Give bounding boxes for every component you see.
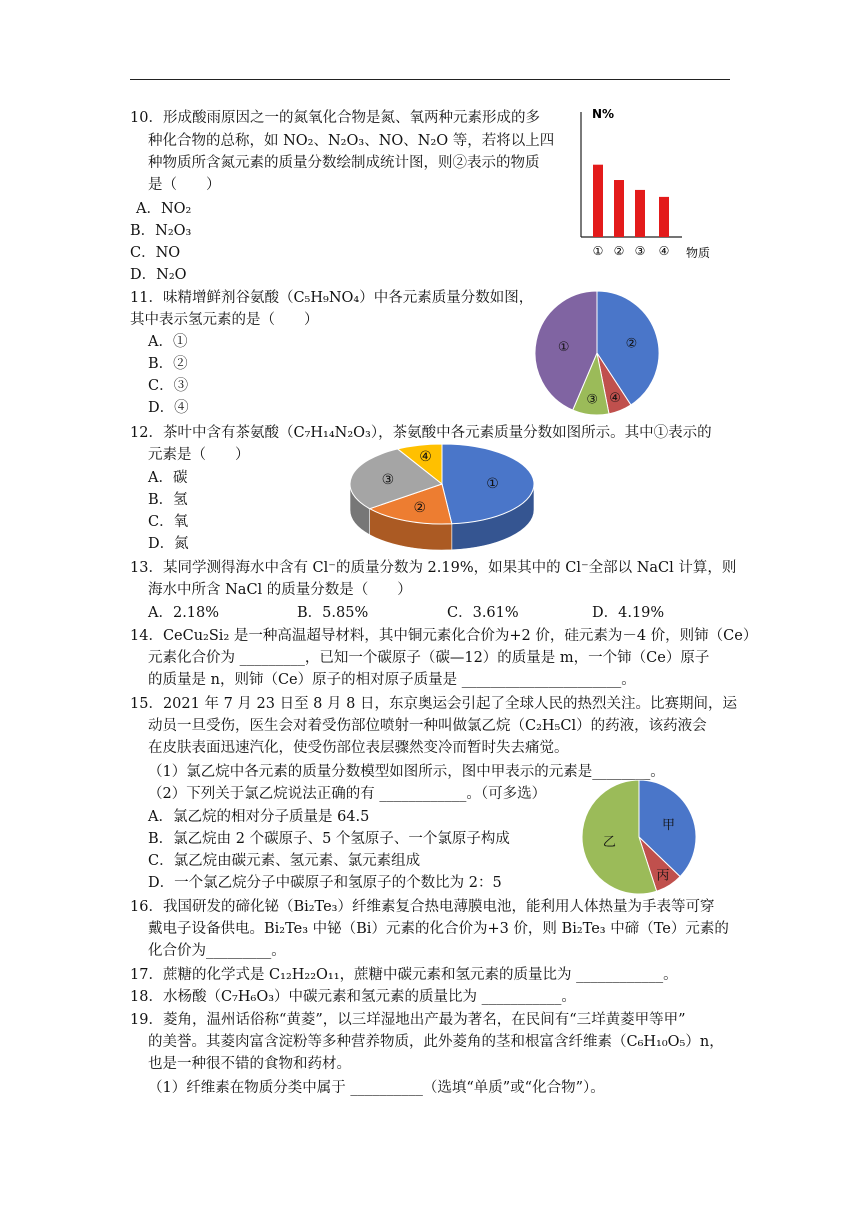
- chloroethane-pie-chart: [580, 778, 698, 896]
- q15-option-a: A．氯乙烷的相对分子质量是 64.5: [148, 809, 370, 825]
- glutamic-acid-pie-chart: [532, 288, 662, 418]
- bar-tick-label-3: ③: [634, 244, 646, 258]
- q15-option-b: B．氯乙烷由 2 个碳原子、5 个氢原子、一个氯原子构成: [148, 831, 510, 847]
- pie12-slice-label-2: ②: [413, 499, 427, 516]
- pie15-slice-label-2: 丙: [656, 868, 670, 884]
- q16-line-3: 化合价为_________。: [148, 943, 286, 959]
- header-rule: [130, 79, 730, 80]
- q15-option-d: D．一个氯乙烷分子中碳原子和氢原子的个数比为 2：5: [148, 875, 502, 891]
- pie11-slice-label-2: ④: [609, 391, 621, 407]
- q10-line-2: 种化合物的总称，如 NO₂、N₂O₃、NO、N₂O 等，若将以上四: [148, 133, 555, 149]
- bar-4: [659, 197, 669, 237]
- q11-option-a: A．①: [148, 334, 188, 350]
- pie12-slice-label-3: ③: [381, 472, 395, 489]
- q15-line-2: 动员一旦受伤，医生会对着受伤部位喷射一种叫做氯乙烷（C₂H₅Cl）的药液，该药液会: [148, 718, 707, 734]
- bar-tick-label-2: ②: [613, 244, 625, 258]
- pie11-slice-label-1: ②: [625, 336, 638, 352]
- q15-line-1: 15．2021 年 7 月 23 日至 8 月 8 日，东京奥运会引起了全球人民的热烈关注。比赛期间，运: [130, 696, 737, 712]
- q13-option-a: A．2.18%: [148, 605, 220, 621]
- pie11-slice-label-4: ①: [557, 339, 570, 355]
- q12-line-1: 12．茶叶中含有茶氨酸（C₇H₁₄N₂O₃），茶氨酸中各元素质量分数如图所示。其中①表示的: [130, 425, 712, 441]
- q10-option-c: C．NO: [130, 245, 181, 261]
- q11-option-c: C．③: [148, 378, 189, 394]
- q12-option-b: B．氢: [148, 492, 188, 508]
- bar-1: [593, 165, 603, 237]
- q10-option-d: D．N₂O: [130, 267, 187, 283]
- q19-line-1: 19．菱角，温州话俗称“黄菱”，以三垟湿地出产最为著名，在民间有“三垟黄菱甲等甲”: [130, 1012, 686, 1028]
- q19-line-4: （1）纤维素在物质分类中属于 __________（选填“单质”或“化合物”）。: [148, 1080, 605, 1096]
- pie12-slice-label-1: ①: [486, 475, 499, 492]
- q14-line-2: 元素化合价为 _________，已知一个碳原子（碳—12）的质量是 m，一个铈（Ce）原子: [148, 650, 710, 666]
- bar-xlabel: 物质: [686, 246, 711, 260]
- q12-option-d: D．氮: [148, 536, 189, 552]
- q10-option-b: B．N₂O₃: [130, 223, 192, 239]
- bar-2: [614, 180, 624, 237]
- q10-option-a: A．NO₂: [136, 201, 192, 217]
- q14-line-3: 的质量是 n，则铈（Ce）原子的相对原子质量是 ______________________。: [148, 672, 636, 688]
- q19-line-2: 的美誉。其菱肉富含淀粉等多种营养物质，此外菱角的茎和根富含纤维素（C₆H₁₀O₅）n，: [148, 1034, 724, 1050]
- q16-line-2: 戴电子设备供电。Bi₂Te₃ 中铋（Bi）元素的化合价为+3 价，则 Bi₂Te₃ 中碲（Te）元素的: [148, 921, 729, 937]
- q10-line-1: 10．形成酸雨原因之一的氮氧化合物是氮、氧两种元素形成的多: [130, 110, 540, 126]
- bar-3: [635, 190, 645, 237]
- q13-line-2: 海水中所含 NaCl 的质量分数是（ ）: [148, 582, 412, 598]
- q13-option-c: C．3.61%: [447, 605, 519, 621]
- q18-line: 18．水杨酸（C₇H₆O₃）中碳元素和氢元素的质量比为 ___________。: [130, 989, 576, 1005]
- nitrogen-bar-chart: [572, 104, 722, 266]
- q17-line: 17．蔗糖的化学式是 C₁₂H₂₂O₁₁，蔗糖中碳元素和氢元素的质量比为 ____________。: [130, 967, 678, 983]
- q11-line-1: 11．味精增鲜剂谷氨酸（C₅H₉NO₄）中各元素质量分数如图，: [130, 290, 534, 306]
- q13-line-1: 13．某同学测得海水中含有 Cl⁻的质量分数为 2.19%，如果其中的 Cl⁻全部以 NaCl 计算，则: [130, 560, 737, 576]
- q15-line-5: （2）下列关于氯乙烷说法正确的有 ____________。（可多选）: [148, 786, 547, 802]
- q15-line-4: （1）氯乙烷中各元素的质量分数模型如图所示，图中甲表示的元素是________。: [148, 764, 665, 780]
- q11-option-d: D．④: [148, 400, 189, 416]
- q12-line-2: 元素是（ ）: [148, 447, 250, 463]
- q15-option-c: C．氯乙烷由碳元素、氢元素、氯元素组成: [148, 853, 421, 869]
- q15-line-3: 在皮肤表面迅速汽化，使受伤部位表层骤然变冷而暂时失去痛觉。: [148, 740, 569, 756]
- bar-tick-label-4: ④: [658, 244, 670, 258]
- pie11-slice-label-3: ③: [586, 392, 599, 408]
- q16-line-1: 16．我国研发的碲化铋（Bi₂Te₃）纤维素复合热电薄膜电池，能利用人体热量为手表等可穿: [130, 899, 715, 915]
- q11-option-b: B．②: [148, 356, 188, 372]
- theanine-3d-pie-chart: [346, 440, 538, 552]
- bar-ylabel: N%: [592, 107, 615, 121]
- q13-option-d: D．4.19%: [592, 605, 665, 621]
- pie12-slice-label-4: ④: [419, 449, 432, 466]
- q19-line-3: 也是一种很不错的食物和药材。: [148, 1056, 351, 1072]
- q10-line-3: 种物质所含氮元素的质量分数绘制成统计图，则②表示的物质: [148, 155, 540, 171]
- q11-line-2: 其中表示氢元素的是（ ）: [130, 312, 319, 328]
- pie15-slice-label-3: 乙: [602, 835, 616, 851]
- q14-line-1: 14．CeCu₂Si₂ 是一种高温超导材料，其中铜元素化合价为+2 价，硅元素为－4 价，则铈（Ce）: [130, 628, 758, 644]
- pie15-slice-label-1: 甲: [661, 818, 675, 834]
- q10-line-4: 是（ ）: [148, 177, 221, 193]
- q13-option-b: B．5.85%: [297, 605, 369, 621]
- q12-option-a: A．碳: [148, 470, 188, 486]
- bar-tick-label-1: ①: [592, 244, 604, 258]
- q12-option-c: C．氧: [148, 514, 189, 530]
